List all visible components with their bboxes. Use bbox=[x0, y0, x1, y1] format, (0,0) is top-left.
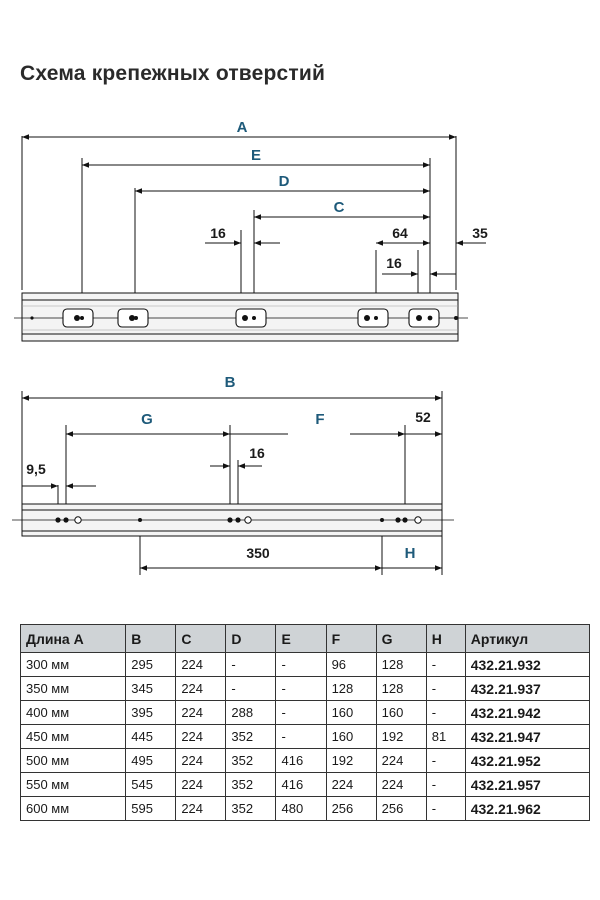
article-cell: 432.21.947 bbox=[465, 725, 589, 749]
table-cell: 480 bbox=[276, 797, 326, 821]
table-cell: 128 bbox=[376, 677, 426, 701]
table-cell: 160 bbox=[376, 701, 426, 725]
table-cell: - bbox=[426, 677, 465, 701]
table-cell: - bbox=[226, 653, 276, 677]
dim-16-top: 16 bbox=[210, 225, 226, 241]
table-cell: 550 мм bbox=[21, 773, 126, 797]
table-cell: 350 мм bbox=[21, 677, 126, 701]
dim-35: 35 bbox=[472, 225, 488, 241]
header-cell: G bbox=[376, 625, 426, 653]
table-cell: - bbox=[276, 701, 326, 725]
table-cell: - bbox=[426, 797, 465, 821]
table-cell: 450 мм bbox=[21, 725, 126, 749]
table-row bbox=[21, 701, 590, 725]
header-cell: B bbox=[126, 625, 176, 653]
table-cell: 224 bbox=[176, 701, 226, 725]
table-row bbox=[21, 773, 590, 797]
table-cell: 595 bbox=[126, 797, 176, 821]
table-cell: 416 bbox=[276, 749, 326, 773]
table-cell: 128 bbox=[326, 677, 376, 701]
dim-label-F: F bbox=[315, 411, 325, 428]
table-cell: 224 bbox=[176, 797, 226, 821]
table-header-row bbox=[21, 625, 590, 653]
article-cell: 432.21.932 bbox=[465, 653, 589, 677]
table-cell: 224 bbox=[176, 725, 226, 749]
table-cell: 295 bbox=[126, 653, 176, 677]
table-cell: 128 bbox=[376, 653, 426, 677]
table-cell: 400 мм bbox=[21, 701, 126, 725]
table-cell: 224 bbox=[176, 749, 226, 773]
dim-label-G: G bbox=[141, 411, 153, 428]
table-row bbox=[21, 725, 590, 749]
dim-64: 64 bbox=[392, 225, 408, 241]
table-cell: 545 bbox=[126, 773, 176, 797]
header-cell: Артикул bbox=[465, 625, 589, 653]
table-row bbox=[21, 653, 590, 677]
table-cell: 81 bbox=[426, 725, 465, 749]
table-cell: 224 bbox=[376, 773, 426, 797]
bottom-rail bbox=[12, 504, 454, 536]
table-cell: 352 bbox=[226, 797, 276, 821]
dim-label-H: H bbox=[404, 545, 416, 562]
spec-table bbox=[20, 624, 590, 821]
table-cell: - bbox=[276, 677, 326, 701]
article-cell: 432.21.957 bbox=[465, 773, 589, 797]
table-cell: 192 bbox=[376, 725, 426, 749]
top-rail-drawing bbox=[0, 110, 600, 350]
dim-16-bottom: 16 bbox=[249, 445, 265, 461]
dim-350: 350 bbox=[246, 545, 270, 561]
table-cell: - bbox=[226, 677, 276, 701]
table-row bbox=[21, 749, 590, 773]
header-cell: F bbox=[326, 625, 376, 653]
bottom-rail-drawing bbox=[0, 365, 600, 580]
table-cell: 224 bbox=[376, 749, 426, 773]
table-cell: 224 bbox=[176, 677, 226, 701]
table-cell: - bbox=[276, 725, 326, 749]
table-row bbox=[21, 797, 590, 821]
top-rail bbox=[14, 293, 468, 341]
table-cell: 352 bbox=[226, 773, 276, 797]
table-cell: 500 мм bbox=[21, 749, 126, 773]
table-cell: 352 bbox=[226, 749, 276, 773]
table-cell: - bbox=[426, 773, 465, 797]
dim-label-E: E bbox=[250, 147, 262, 164]
dim-label-B: B bbox=[224, 374, 236, 391]
header-cell: Длина A bbox=[21, 625, 126, 653]
table-cell: - bbox=[426, 749, 465, 773]
table-cell: 96 bbox=[326, 653, 376, 677]
table-cell: 224 bbox=[326, 773, 376, 797]
table-cell: 395 bbox=[126, 701, 176, 725]
table-cell: - bbox=[426, 701, 465, 725]
table-cell: - bbox=[426, 653, 465, 677]
table-cell: 288 bbox=[226, 701, 276, 725]
table-cell: 495 bbox=[126, 749, 176, 773]
table-cell: 224 bbox=[176, 653, 226, 677]
table-cell: 192 bbox=[326, 749, 376, 773]
dim-label-C: C bbox=[333, 199, 345, 216]
article-cell: 432.21.942 bbox=[465, 701, 589, 725]
header-cell: H bbox=[426, 625, 465, 653]
article-cell: 432.21.952 bbox=[465, 749, 589, 773]
dim-label-A: A bbox=[236, 119, 248, 136]
table-cell: 160 bbox=[326, 701, 376, 725]
table-cell: 352 bbox=[226, 725, 276, 749]
dim-label-D: D bbox=[278, 173, 290, 190]
table-cell: 416 bbox=[276, 773, 326, 797]
dim-52: 52 bbox=[415, 409, 431, 425]
table-cell: 345 bbox=[126, 677, 176, 701]
table-cell: - bbox=[276, 653, 326, 677]
table-cell: 445 bbox=[126, 725, 176, 749]
table-cell: 600 мм bbox=[21, 797, 126, 821]
header-cell: C bbox=[176, 625, 226, 653]
table-row bbox=[21, 677, 590, 701]
table-cell: 256 bbox=[376, 797, 426, 821]
table-cell: 300 мм bbox=[21, 653, 126, 677]
table-cell: 224 bbox=[176, 773, 226, 797]
article-cell: 432.21.962 bbox=[465, 797, 589, 821]
table-cell: 160 bbox=[326, 725, 376, 749]
article-cell: 432.21.937 bbox=[465, 677, 589, 701]
header-cell: D bbox=[226, 625, 276, 653]
dim-16-right: 16 bbox=[386, 255, 402, 271]
header-cell: E bbox=[276, 625, 326, 653]
table-cell: 256 bbox=[326, 797, 376, 821]
dim-9-5: 9,5 bbox=[26, 461, 46, 477]
page-title: Схема крепежных отверстий bbox=[20, 62, 326, 85]
